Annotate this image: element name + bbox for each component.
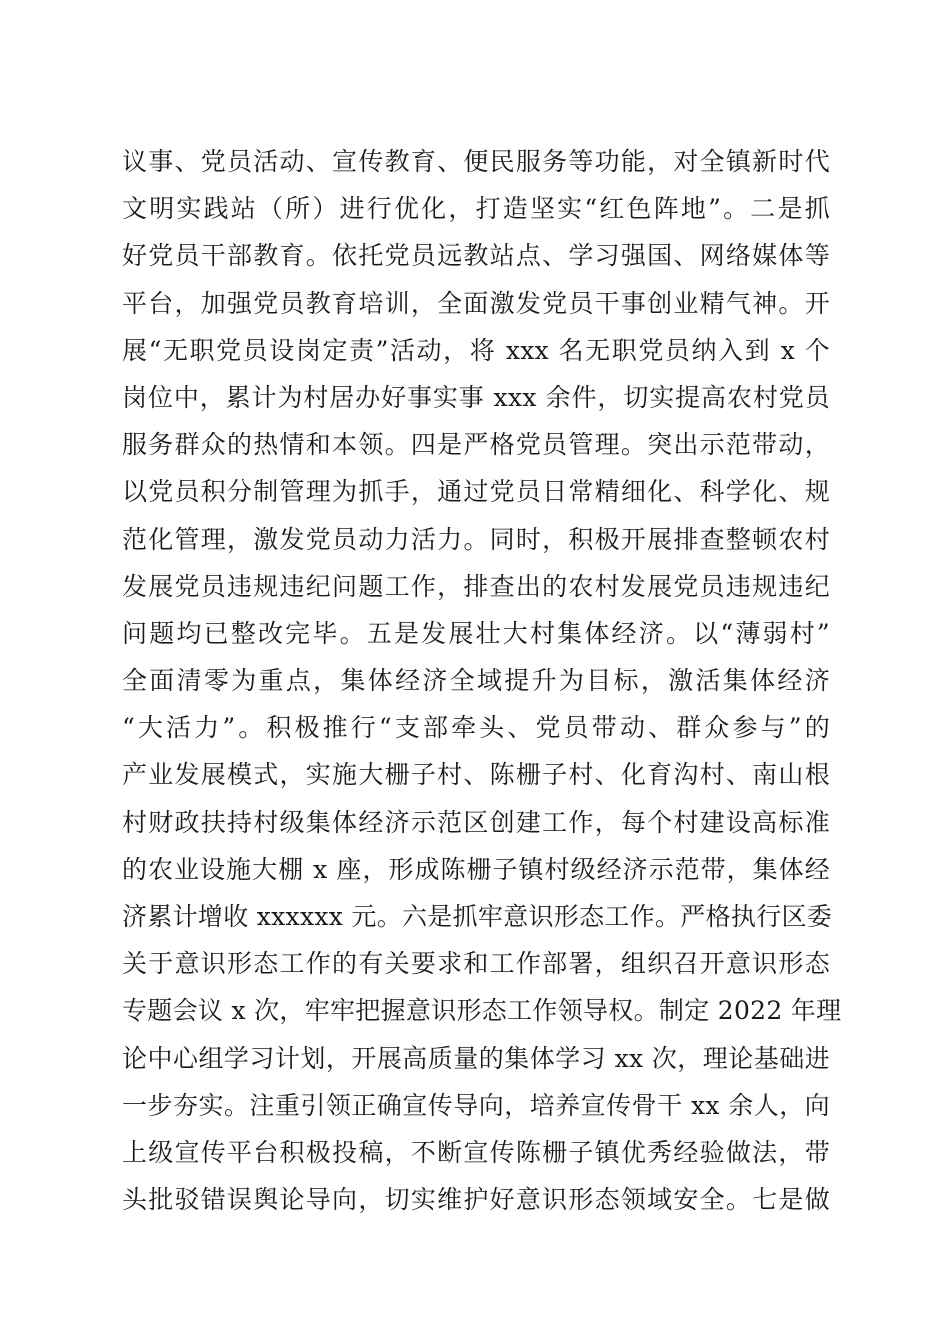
text-line: 一步夯实。注重引领正确宣传导向，培养宣传骨干 xx 余人，向: [122, 1090, 830, 1120]
text-line: 问题均已整改完毕。五是发展壮大村集体经济。以“薄弱村”: [122, 618, 830, 648]
body-paragraph: [122, 138, 842, 1223]
text-line: 的农业设施大棚 x 座，形成陈栅子镇村级经济示范带，集体经: [122, 854, 830, 884]
text-line: “大活力”。积极推行“支部牵头、党员带动、群众参与”的: [122, 713, 830, 743]
text-line: 岗位中，累计为村居办好事实事 xxx 余件，切实提高农村党员: [122, 382, 830, 412]
text-line: 议事、党员活动、宣传教育、便民服务等功能，对全镇新时代: [122, 147, 830, 176]
text-line: 村财政扶持村级集体经济示范区创建工作，每个村建设高标准: [122, 807, 830, 837]
text-line: 以党员积分制管理为抓手，通过党员日常精细化、科学化、规: [122, 477, 830, 507]
text-line: 范化管理，激发党员动力活力。同时，积极开展排查整顿农村: [122, 524, 830, 554]
text-line: 上级宣传平台积极投稿，不断宣传陈栅子镇优秀经验做法，带: [122, 1137, 830, 1167]
text-line: 发展党员违规违纪问题工作，排查出的农村发展党员违规违纪: [122, 571, 830, 601]
text-line: 头批驳错误舆论导向，切实维护好意识形态领域安全。七是做: [122, 1185, 830, 1215]
text-line: 展“无职党员设岗定责”活动，将 xxx 名无职党员纳入到 x 个: [122, 335, 830, 365]
text-line: 关于意识形态工作的有关要求和工作部署，组织召开意识形态: [122, 949, 830, 979]
text-line: 产业发展模式，实施大栅子村、陈栅子村、化育沟村、南山根: [122, 760, 830, 790]
text-line: 专题会议 x 次，牢牢把握意识形态工作领导权。制定 2022 年理: [122, 996, 842, 1026]
text-line: 文明实践站（所）进行优化，打造坚实“红色阵地”。二是抓: [122, 194, 830, 224]
text-line: 全面清零为重点，集体经济全域提升为目标，激活集体经济: [122, 666, 830, 696]
text-line: 论中心组学习计划，开展高质量的集体学习 xx 次，理论基础进: [122, 1043, 830, 1073]
text-line: 平台，加强党员教育培训，全面激发党员干事创业精气神。开: [122, 288, 830, 318]
text-line: 济累计增收 xxxxxx 元。六是抓牢意识形态工作。严格执行区委: [122, 902, 833, 931]
text-line: 好党员干部教育。依托党员远教站点、学习强国、网络媒体等: [122, 241, 830, 271]
text-line: 服务群众的热情和本领。四是严格党员管理。突出示范带动，: [122, 430, 830, 460]
